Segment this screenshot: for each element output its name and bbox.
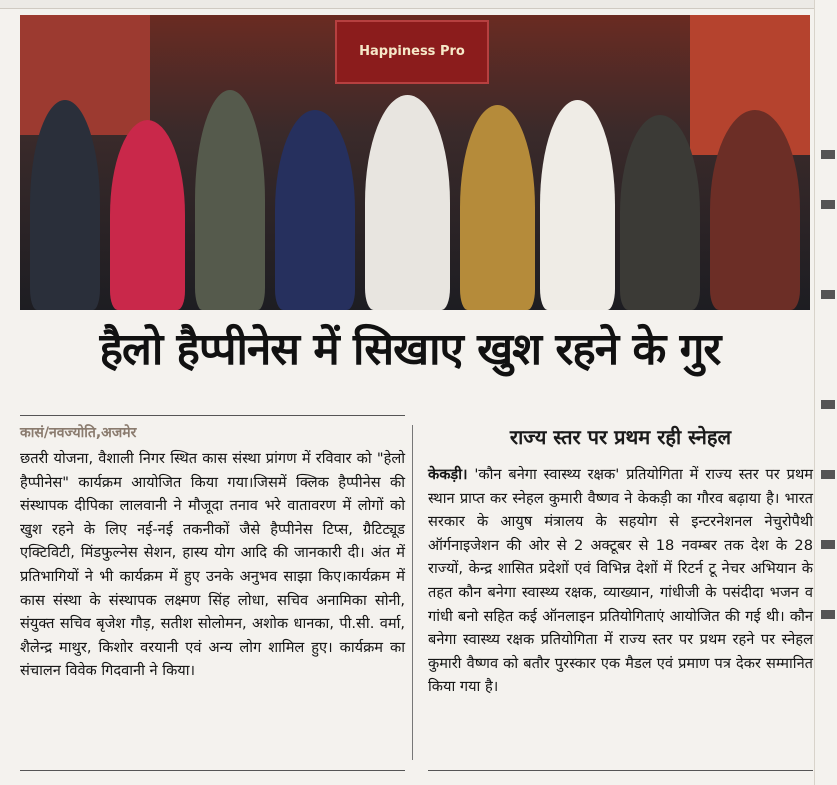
- right-article-dateline: केकड़ी।: [428, 466, 468, 483]
- right-article-body: [428, 463, 813, 699]
- photo-crowd: [20, 90, 810, 310]
- adjacent-column-edge: [814, 0, 837, 785]
- column-divider: [412, 425, 413, 760]
- main-headline: हैलो हैप्पीनेस में सिखाए खुश रहने के गुर: [99, 324, 721, 375]
- left-bottom-rule: [20, 770, 405, 771]
- right-article-text: 'कौन बनेगा स्वास्थ्य रक्षक' प्रतियोगिता में राज्य स्तर पर प्रथम स्थान प्राप्त कर स्नेहल कुमारी वैष्णव ने केकड़ी का गौरव बढ़ाया है। भारत सरकार के आयुष मंत्रालय के सहयोग से इन्टरनेशनल नेचुरोपैथी ऑर्गनाइजेशन की ओर से 2 अक्टूबर से 18 नवम्बर तक देश के 28 राज्यों, केन्द्र शासित प्रदेशों एवं विभिन्न देशों में रिटर्न टू नेचर अभियान के तहत कौन बनेगा स्वास्थ्य रक्षक, व्याख्यान, गांधीजी के पसंदीदा भजन व गांधी बनो सहित कई ऑनलाइन प्रतियोगिताएं आयोजित की गई थी। कौन बनेगा स्वास्थ्य रक्षक प्रतियोगिता में राज्य स्तर पर प्रथम रहने पर स्नेहल कुमारी वैष्णव को बतौर पुरस्कार एक मैडल एवं प्रमाण पत्र देकर सम्मानित किया गया है।: [428, 466, 813, 696]
- photo-banner: Happiness Pro: [335, 20, 489, 84]
- left-top-rule: [20, 415, 405, 416]
- page-top-edge: [0, 0, 837, 9]
- event-photo: [20, 15, 810, 310]
- right-article-headline: राज्य स्तर पर प्रथम रही स्नेहल: [509, 425, 732, 449]
- left-article-body: छतरी योजना, वैशाली निगर स्थित कास संस्था प्रांगण में रविवार को "हेलो हैप्पीनेस" कार्यक्रम आयोजित किया गया।जिसमें क्लिक हैप्पीनेस की संस्थापक दीपिका लालवानी ने मौजूदा तनाव भरे वातावरण में लोगों को खुश रहने के लिए नई-नई तकनीकों जैसे हैप्पीनेस टिप्स, ग्रैटिट्यूड एक्टिविटी, मिंडफुल्नेस सेशन, हास्य योग आदि की जानकारी दी। अंत में प्रतिभागियों ने भी कार्यक्रम में हुए उनके अनुभव साझा किए।कार्यक्रम में कास संस्था के संस्थापक लक्ष्मण सिंह लोधा, सचिव अनामिका सोनी, संयुक्त सचिव बृजेश गौड़, सतीश सोलोमन, अशोक धानका, पी.सी. वर्मा, शैलेन्द्र माथुर, किशोर वरयानी एवं अन्य लोग शामिल हुए। कार्यक्रम का संचालन विवेक गिदवानी ने किया।: [20, 450, 405, 680]
- byline: कासं/नवज्योति,अजमेर: [20, 425, 137, 441]
- right-bottom-rule: [428, 770, 813, 771]
